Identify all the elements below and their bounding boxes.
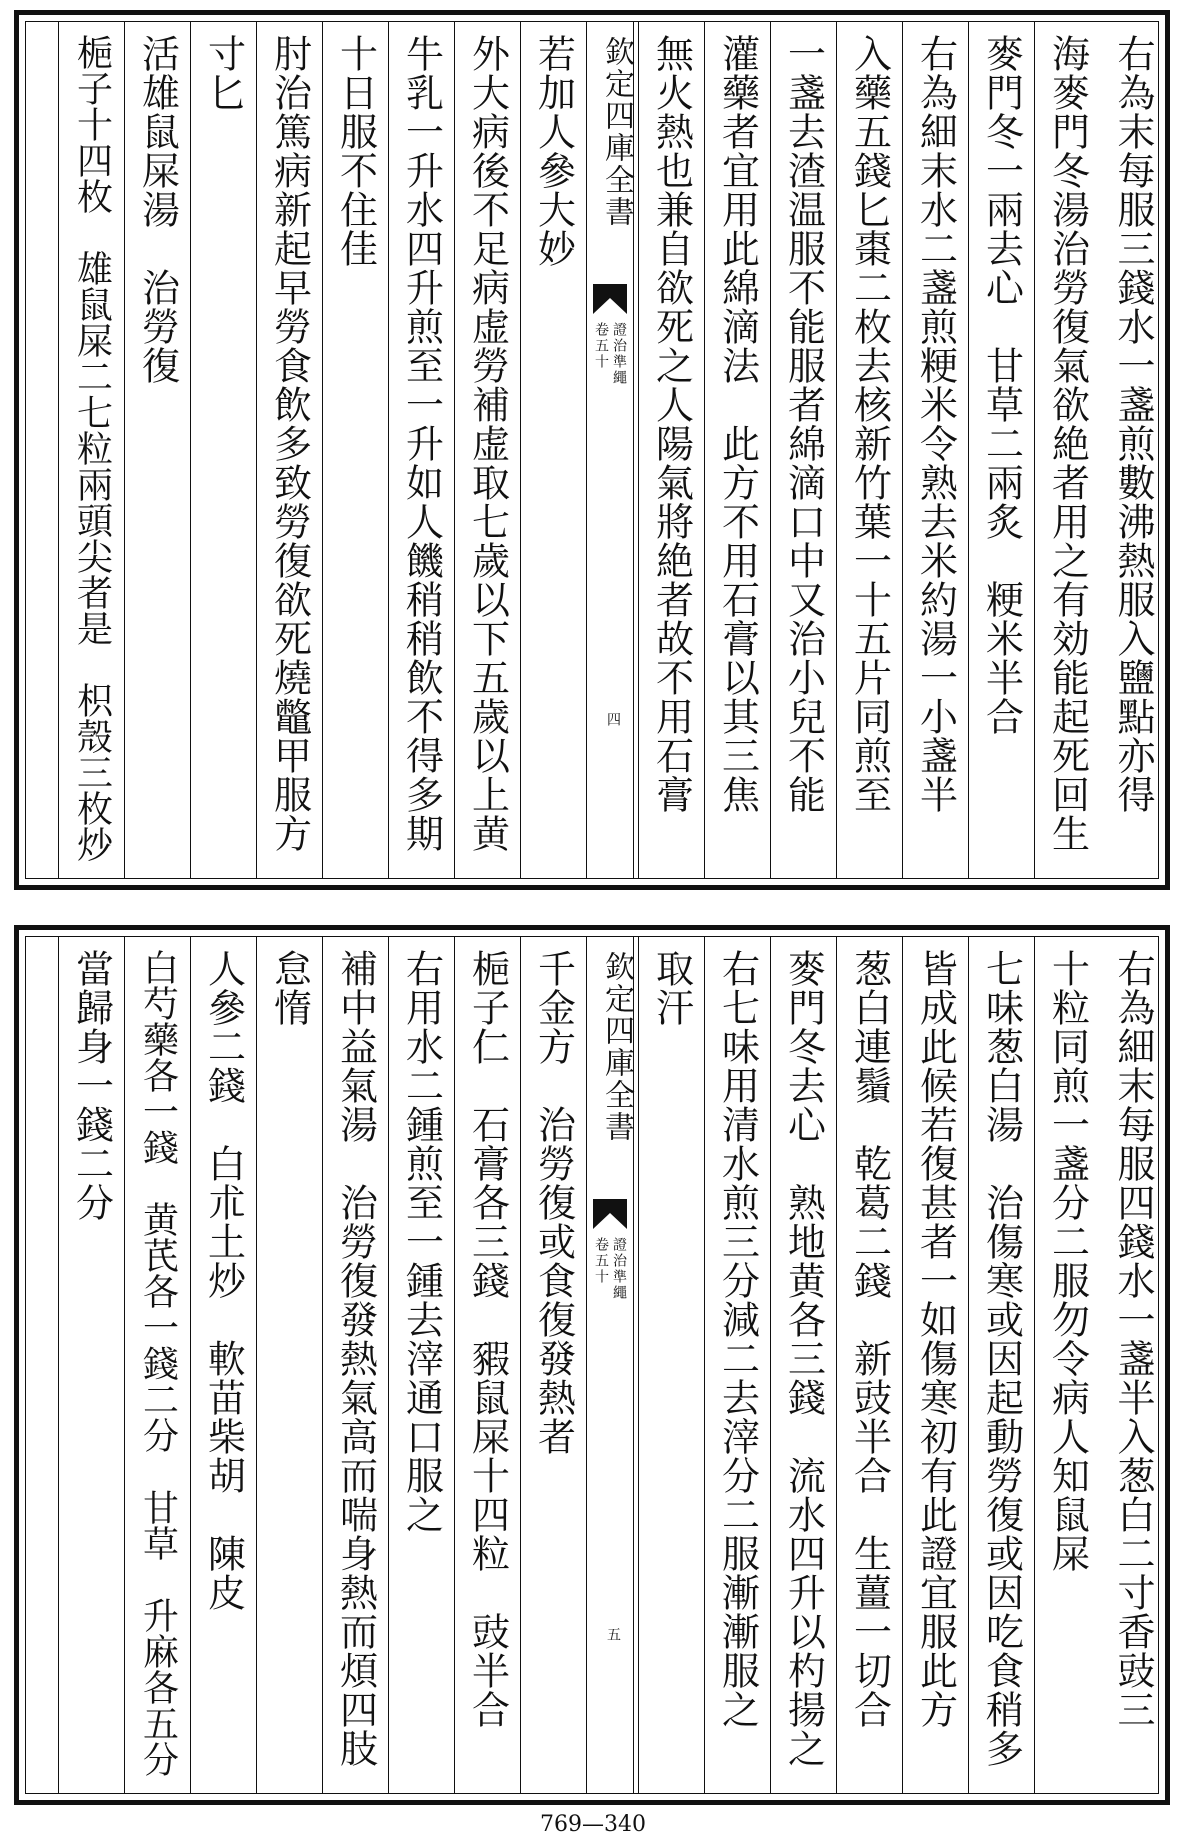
text-column: 梔子仁 石膏各三錢 豭鼠屎十四粒 豉半合 [454, 937, 520, 1793]
text-column: 右為細末每服四錢水一盞半入葱白二寸香豉三 [1111, 949, 1155, 1729]
fishtail-mark-icon [593, 1199, 627, 1229]
text-column: 外大病後不足病虚勞補虚取七歲以下五歲以上黄 [454, 22, 520, 878]
text-column: 麥門冬去心 熟地黄各三錢 流水四升以杓揚之 [770, 937, 836, 1793]
text-column: 取汗 [638, 937, 704, 1793]
top-page-frame [25, 21, 1159, 879]
text-column: 右七味用清水煎三分減二去滓分二服漸漸服之 [704, 937, 770, 1793]
text-column: 一盞去渣温服不能服者綿滴口中又治小兒不能 [770, 22, 836, 878]
page-number: 四 [605, 712, 621, 726]
bottom-page-frame [25, 936, 1159, 1794]
page-spine [586, 22, 634, 878]
text-column: 白芍藥各一錢 黄芪各一錢二分 甘草 升麻各五分 [124, 937, 190, 1793]
text-column: 入藥五錢匕棗二枚去核新竹葉一十五片同煎至 [836, 22, 902, 878]
text-column: 無火熱也兼自欲死之人陽氣將絶者故不用石膏 [638, 22, 704, 878]
volume-label: 卷五十 [593, 322, 609, 370]
text-column: 活雄鼠屎湯 治勞復 [124, 22, 190, 878]
book-title: 欽定四庫全書 [599, 951, 634, 1143]
catalog-page-number: 769—340 [540, 1812, 646, 1837]
page-spine [586, 937, 634, 1793]
volume-label: 卷五十 [593, 1237, 609, 1285]
book-title: 欽定四庫全書 [599, 36, 634, 228]
text-column: 當歸身一錢二分 [58, 937, 124, 1793]
text-column: 補中益氣湯 治勞復發熱氣高而喘身熱而煩四肢 [322, 937, 388, 1793]
text-column: 梔子十四枚 雄鼠屎二七粒兩頭尖者是 枳殼三枚炒 [58, 22, 124, 878]
chapter-title: 證治準繩 [611, 322, 627, 386]
text-column: 海麥門冬湯治勞復氣欲絶者用之有効能起死回生 [1034, 22, 1100, 878]
text-column: 十日服不住佳 [322, 22, 388, 878]
text-column: 若加人參大妙 [520, 22, 586, 878]
text-column: 麥門冬一兩去心 甘草二兩炙 粳米半合 [968, 22, 1034, 878]
text-column: 寸匕 [190, 22, 256, 878]
text-column: 皆成此候若復甚者一如傷寒初有此證宜服此方 [902, 937, 968, 1793]
text-column: 牛乳一升水四升煎至一升如人饑稍稍飲不得多期 [388, 22, 454, 878]
text-column: 葱白連鬚 乾葛二錢 新豉半合 生薑一切合 [836, 937, 902, 1793]
bottom-page-panel [14, 925, 1170, 1805]
text-column: 右為細末水二盞煎粳米令熟去米約湯一小盞半 [902, 22, 968, 878]
text-column: 十粒同煎一盞分二服勿令病人知鼠屎 [1034, 937, 1100, 1793]
chapter-title: 證治準繩 [611, 1237, 627, 1301]
text-column: 右為末每服三錢水一盞煎數沸熱服入鹽點亦得 [1111, 34, 1155, 814]
text-column: 灌藥者宜用此綿滴法 此方不用石膏以其三焦 [704, 22, 770, 878]
top-page-panel [14, 10, 1170, 890]
text-column: 千金方 治勞復或食復發熱者 [520, 937, 586, 1793]
text-column: 七味葱白湯 治傷寒或因起動勞復或因吃食稍多 [968, 937, 1034, 1793]
text-column: 人參二錢 白朮土炒 軟苗柴胡 陳皮 [190, 937, 256, 1793]
text-column: 肘治篤病新起早勞食飲多致勞復欲死燒鼈甲服方 [256, 22, 322, 878]
text-column: 怠惰 [256, 937, 322, 1793]
page-number: 五 [605, 1627, 621, 1641]
fishtail-mark-icon [593, 284, 627, 314]
text-column: 右用水二鍾煎至一鍾去滓通口服之 [388, 937, 454, 1793]
